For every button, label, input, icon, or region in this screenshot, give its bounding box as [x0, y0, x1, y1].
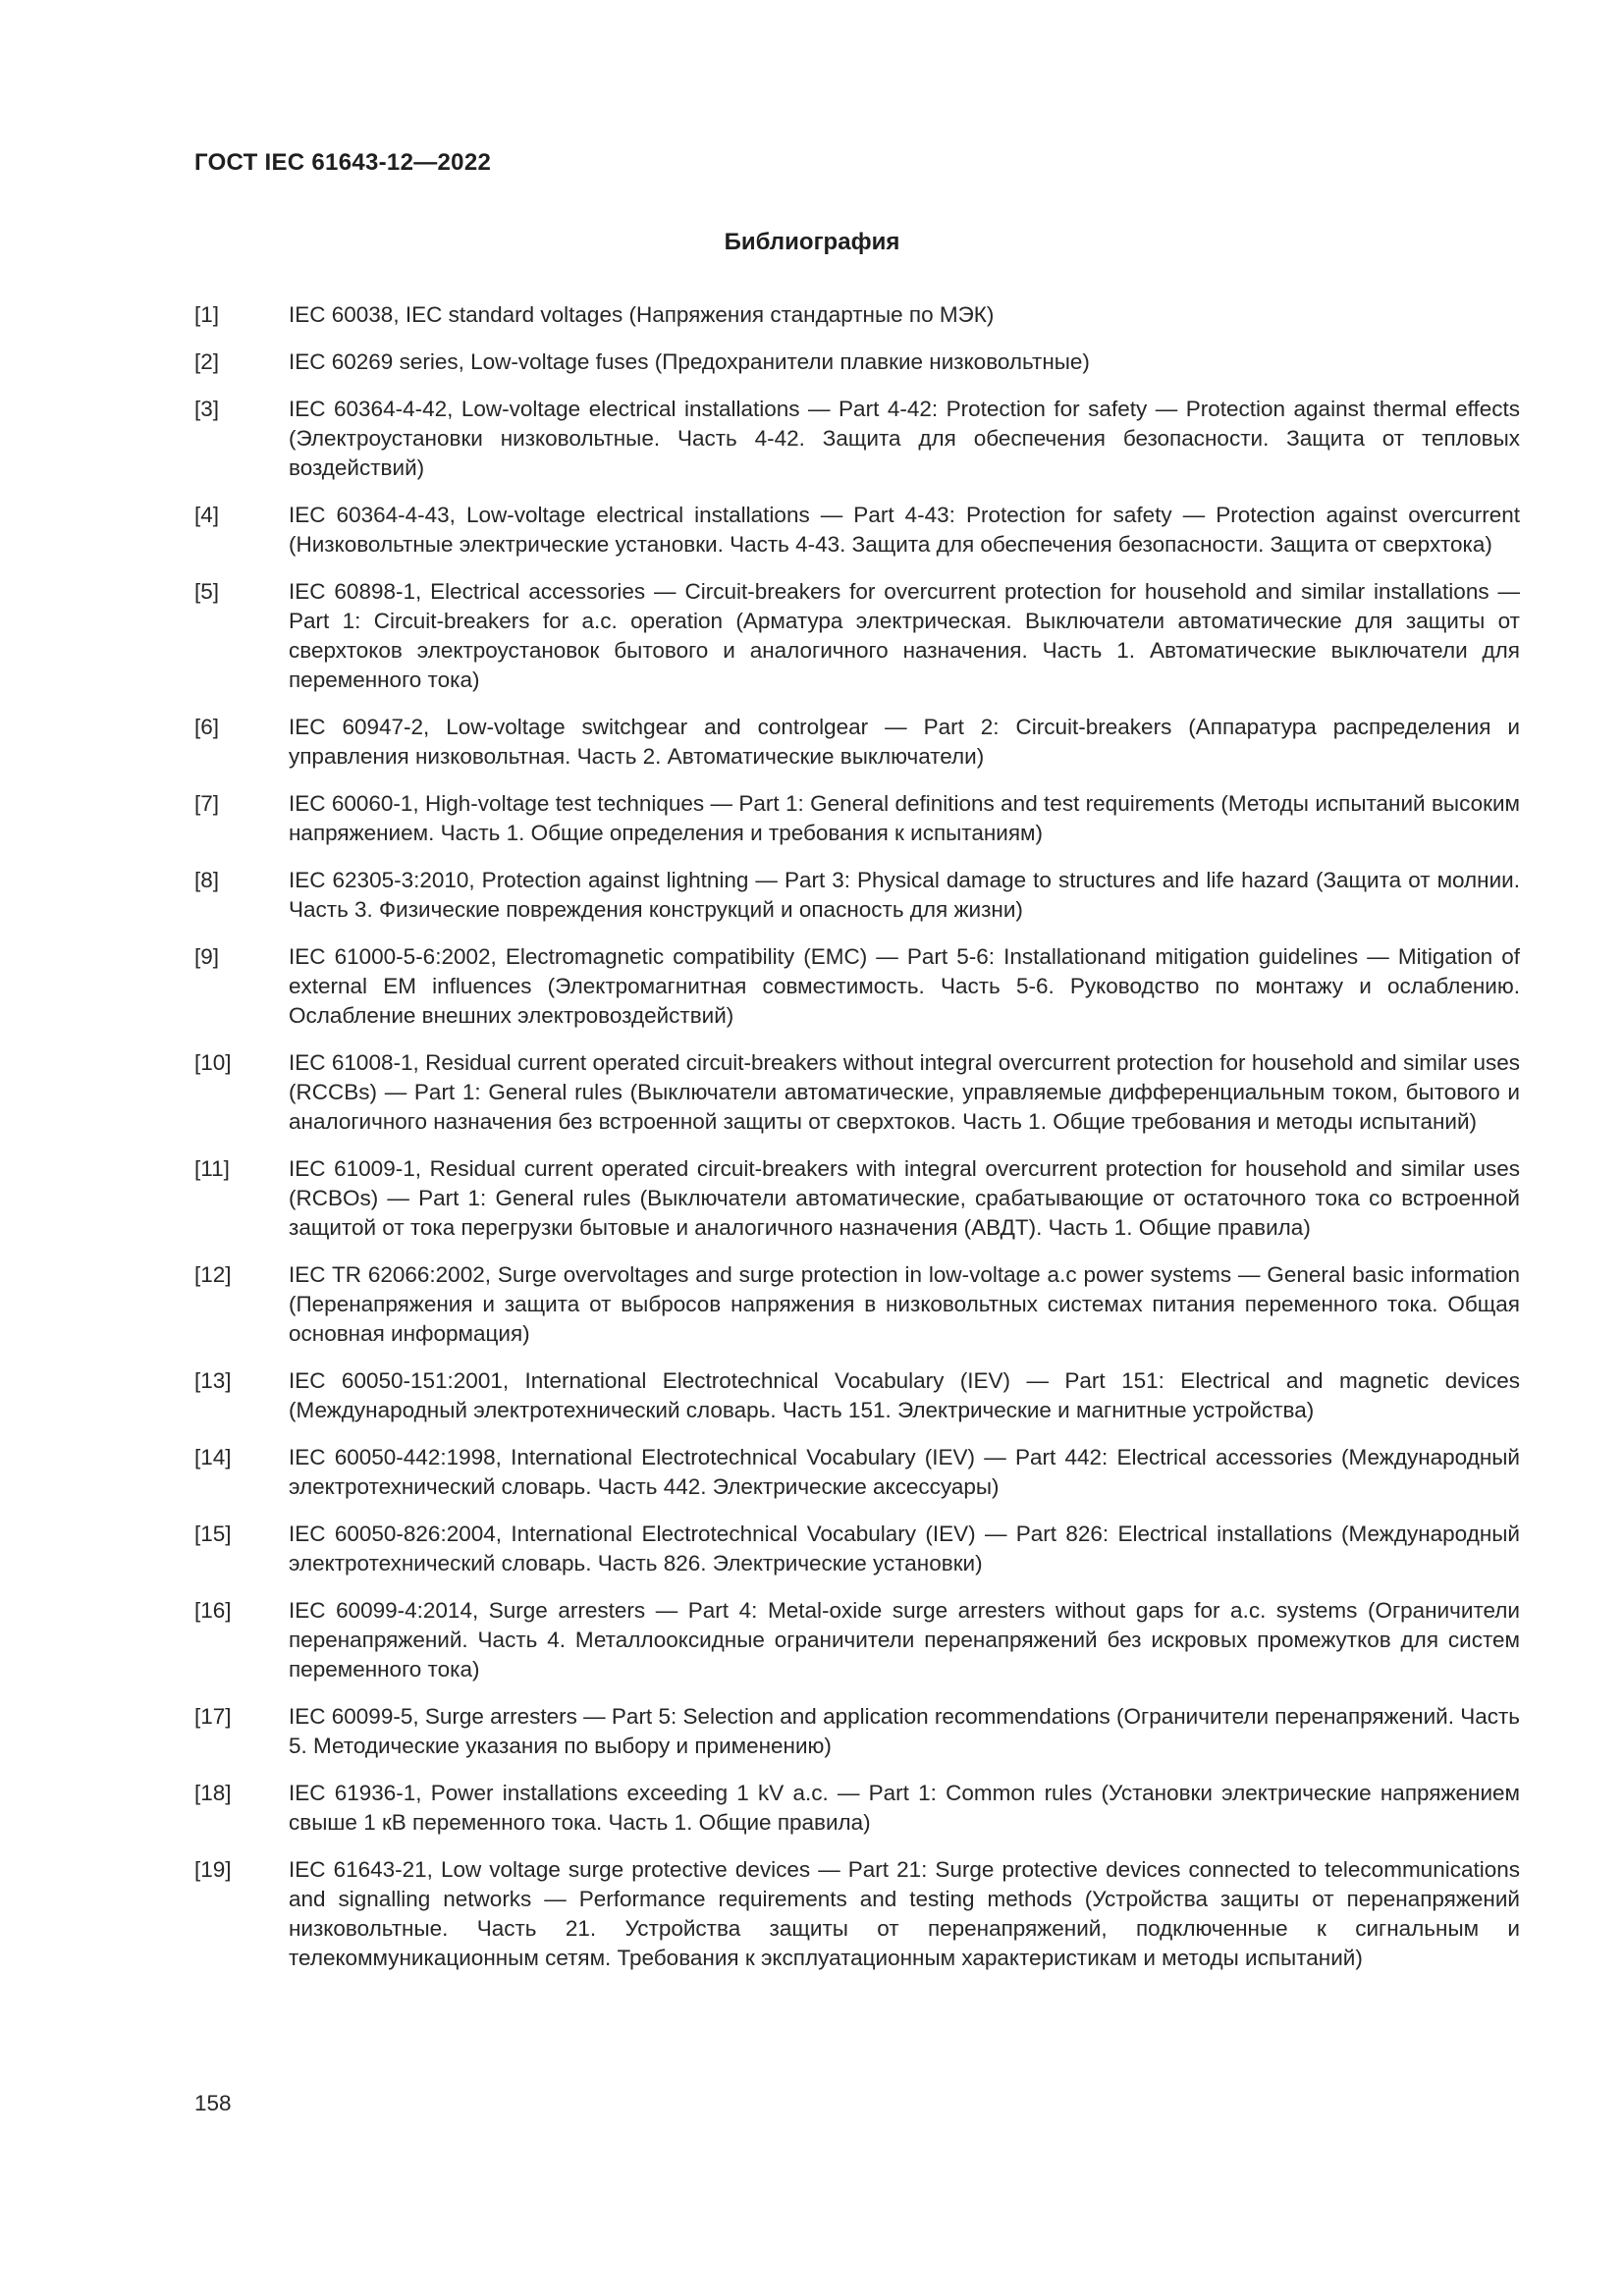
bibliography-entry: [194, 300, 1520, 330]
entry-text: IEC 61936-1, Power installations exceeding 1 kV a.c. — Part 1: Common rules (Установки электрические напряжением свыше 1 кВ переменного тока. Часть 1. Общие правила): [289, 1781, 1520, 1835]
entry-text: IEC 60364-4-43, Low-voltage electrical installations — Part 4-43: Protection for safety — Protection against overcurrent (Низковольтные электрические установки. Часть 4-43. Защита для обеспечения безопасности. Защита от сверхтока): [289, 503, 1520, 557]
bibliography-list: [194, 300, 1520, 1991]
entry-number: [2]: [194, 349, 220, 374]
entry-number: [12]: [194, 1262, 232, 1287]
standard-code-header: ГОСТ IEC 61643-12—2022: [194, 149, 492, 176]
bibliography-title: Библиография: [724, 229, 900, 255]
entry-text: IEC 61643-21, Low voltage surge protective devices — Part 21: Surge protective devices connected to telecommunications and signalling networks — Performance requirements and testing methods (Устройства защиты от перенапряжений низковольтные. Часть 21. Устройства защиты от перенапряжений, подключенные к сигнальным и телекоммуникационным сетям. Требования к эксплуатационным характеристикам и методы испытаний): [289, 1857, 1520, 1970]
entry-text: IEC 60269 series, Low-voltage fuses (Предохранители плавкие низковольтные): [289, 349, 1090, 374]
bibliography-entry: [194, 1702, 1520, 1761]
entry-number: [11]: [194, 1156, 230, 1181]
bibliography-entry: [194, 1154, 1520, 1243]
entry-text: IEC 60364-4-42, Low-voltage electrical installations — Part 4-42: Protection for safety — Protection against thermal effects (Электроустановки низковольтные. Часть 4-42. Защита для обеспечения безопасности. Защита от тепловых воздействий): [289, 397, 1520, 480]
bibliography-entry: [194, 713, 1520, 772]
bibliography-entry: [194, 1443, 1520, 1502]
entry-number: [6]: [194, 715, 220, 739]
entry-number: [14]: [194, 1445, 232, 1469]
bibliography-entry: [194, 1855, 1520, 1973]
entry-text: IEC TR 62066:2002, Surge overvoltages and surge protection in low-voltage a.c power systems — General basic information (Перенапряжения и защита от выбросов напряжения в низковольтных системах питания переменного тока. Общая основная информация): [289, 1262, 1520, 1346]
entry-number: [4]: [194, 503, 220, 527]
entry-text: IEC 60947-2, Low-voltage switchgear and controlgear — Part 2: Circuit-breakers (Аппаратура распределения и управления низковольтная. Часть 2. Автоматические выключатели): [289, 715, 1520, 769]
entry-text: IEC 61009-1, Residual current operated circuit-breakers with integral overcurrent protection for household and similar uses (RCBOs) — Part 1: General rules (Выключатели автоматические, срабатывающие от остаточного тока со встроенной защитой от тока перегрузки бытовые и аналогичного назначения (АВДТ). Часть 1. Общие правила): [289, 1156, 1520, 1240]
entry-text: IEC 60099-5, Surge arresters — Part 5: Selection and application recommendations (Ограничители перенапряжений. Часть 5. Методические указания по выбору и применению): [289, 1704, 1520, 1758]
entry-number: [5]: [194, 579, 220, 604]
entry-number: [10]: [194, 1050, 232, 1075]
entry-text: IEC 60038, IEC standard voltages (Напряжения стандартные по МЭК): [289, 302, 995, 327]
bibliography-entry: [194, 347, 1520, 377]
entry-number: [19]: [194, 1857, 232, 1882]
bibliography-entry: [194, 1779, 1520, 1838]
entry-number: [9]: [194, 944, 220, 969]
bibliography-entry: [194, 1366, 1520, 1425]
entry-text: IEC 60898-1, Electrical accessories — Circuit-breakers for overcurrent protection for household and similar installations — Part 1: Circuit-breakers for a.c. operation (Арматура электрическая. Выключатели автоматические для защиты от сверхтоков электроустановок бытового и аналогичного назначения. Часть 1. Автоматические выключатели для переменного тока): [289, 579, 1520, 692]
entry-text: IEC 60099-4:2014, Surge arresters — Part 4: Metal-oxide surge arresters without gaps for a.c. systems (Ограничители перенапряжений. Часть 4. Металлооксидные ограничители перенапряжений без искровых промежутков для систем переменного тока): [289, 1598, 1520, 1682]
entry-number: [3]: [194, 397, 220, 421]
bibliography-entry: [194, 1048, 1520, 1137]
entry-number: [8]: [194, 868, 220, 892]
bibliography-entry: [194, 942, 1520, 1031]
entry-text: IEC 60050-826:2004, International Electrotechnical Vocabulary (IEV) — Part 826: Electrical installations (Международный электротехнический словарь. Часть 826. Электрические установки): [289, 1522, 1520, 1575]
entry-text: IEC 60050-442:1998, International Electrotechnical Vocabulary (IEV) — Part 442: Electrical accessories (Международный электротехнический словарь. Часть 442. Электрические аксессуары): [289, 1445, 1520, 1499]
bibliography-entry: [194, 501, 1520, 560]
entry-text: IEC 62305-3:2010, Protection against lightning — Part 3: Physical damage to structures and life hazard (Защита от молнии. Часть 3. Физические повреждения конструкций и опасность для жизни): [289, 868, 1520, 922]
entry-text: IEC 60050-151:2001, International Electrotechnical Vocabulary (IEV) — Part 151: Electrical and magnetic devices (Международный электротехнический словарь. Часть 151. Электрические и магнитные устройства): [289, 1368, 1520, 1422]
entry-text: IEC 61000-5-6:2002, Electromagnetic compatibility (EMC) — Part 5-6: Installationand mitigation guidelines — Mitigation of external EM influences (Электромагнитная совместимость. Часть 5-6. Руководство по монтажу и ослаблению. Ослабление внешних электровоздействий): [289, 944, 1520, 1028]
bibliography-entry: [194, 789, 1520, 848]
entry-number: [7]: [194, 791, 220, 816]
entry-number: [13]: [194, 1368, 232, 1393]
entry-number: [1]: [194, 302, 220, 327]
bibliography-entry: [194, 1596, 1520, 1684]
entry-number: [16]: [194, 1598, 232, 1623]
entry-text: IEC 60060-1, High-voltage test techniques — Part 1: General definitions and test requirements (Методы испытаний высоким напряжением. Часть 1. Общие определения и требования к испытаниям): [289, 791, 1520, 845]
entry-number: [18]: [194, 1781, 232, 1805]
bibliography-entry: [194, 1520, 1520, 1578]
bibliography-entry: [194, 866, 1520, 925]
bibliography-entry: [194, 395, 1520, 483]
bibliography-entry: [194, 1260, 1520, 1349]
entry-number: [15]: [194, 1522, 232, 1546]
entry-number: [17]: [194, 1704, 232, 1729]
page-number: 158: [194, 2091, 232, 2115]
bibliography-entry: [194, 577, 1520, 695]
entry-text: IEC 61008-1, Residual current operated circuit-breakers without integral overcurrent protection for household and similar uses (RCCBs) — Part 1: General rules (Выключатели автоматические, управляемые дифференциальным током, бытового и аналогичного назначения без встроенной защиты от сверхтоков. Часть 1. Общие требования и методы испытаний): [289, 1050, 1520, 1134]
